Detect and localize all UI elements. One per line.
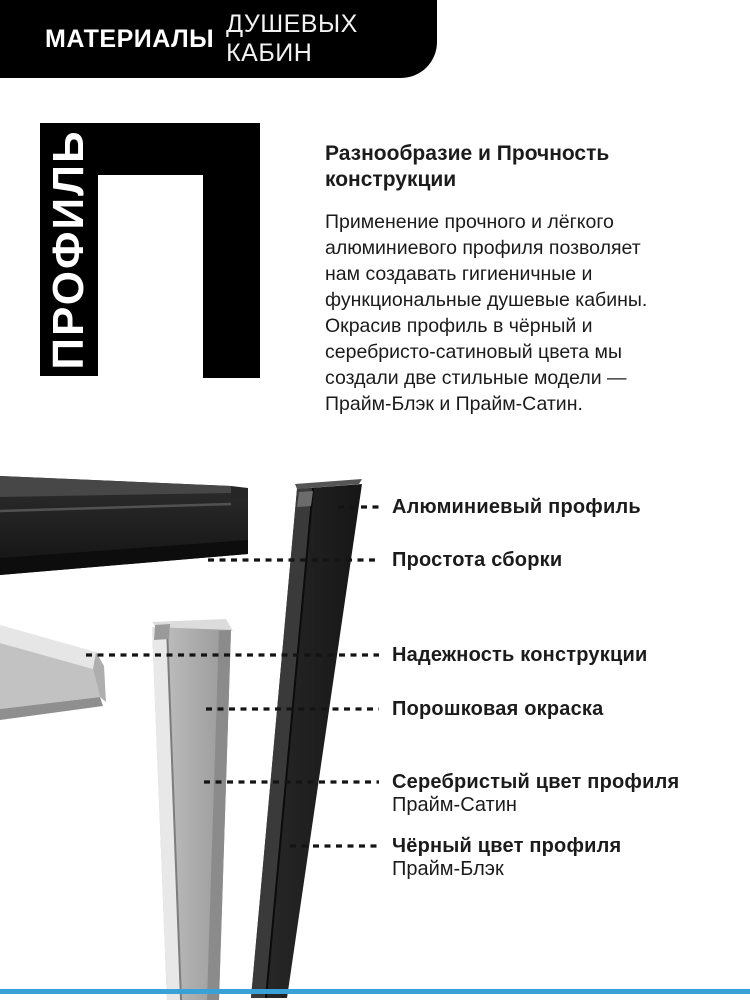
silver-horizontal-profile	[0, 625, 106, 720]
profiles-diagram	[0, 470, 750, 1000]
logo-vertical-label: ПРОФИЛЬ	[44, 129, 93, 370]
intro-paragraph: Применение прочного и лёгкого алюминиевого профиля позволяет нам создавать гигиеничные и функциональные душевые кабины. Окрасив профиль в чёрный и серебристо-сатиновый цвета мы создали две стильные модели — Прайм-Блэк и Прайм-Сатин.	[325, 211, 648, 415]
callout-easy-assembly	[392, 549, 562, 572]
callout-subtitle: Прайм-Блэк	[392, 858, 504, 880]
callout-title: Алюминиевый профиль	[392, 496, 641, 518]
callout-aluminium-profile	[392, 496, 641, 519]
callout-reliability	[392, 644, 647, 667]
callout-subtitle: Прайм-Сатин	[392, 794, 517, 816]
header-banner	[0, 0, 437, 78]
callout-powder-coating	[392, 698, 603, 721]
bottom-accent-line	[0, 989, 750, 994]
logo-right-bar	[203, 123, 260, 378]
callout-title: Простота сборки	[392, 549, 563, 571]
callout-silver-color	[392, 771, 679, 817]
intro-block	[325, 141, 695, 417]
black-vertical-profile	[251, 479, 362, 998]
callout-title: Надежность конструкции	[392, 644, 648, 666]
callout-title: Серебристый цвет профиля	[392, 771, 680, 793]
banner-title-bold: МАТЕРИАЛЫ	[45, 24, 215, 53]
silver-vertical-profile	[152, 619, 233, 1000]
banner-title-regular: ДУШЕВЫХ КАБИН	[226, 10, 358, 67]
callout-title: Чёрный цвет профиля	[392, 835, 622, 857]
intro-heading: Разнообразие и Прочность конструкции	[325, 142, 610, 191]
callout-black-color	[392, 835, 621, 881]
profile-letter-logo	[40, 123, 260, 378]
callout-title: Порошковая окраска	[392, 698, 604, 720]
